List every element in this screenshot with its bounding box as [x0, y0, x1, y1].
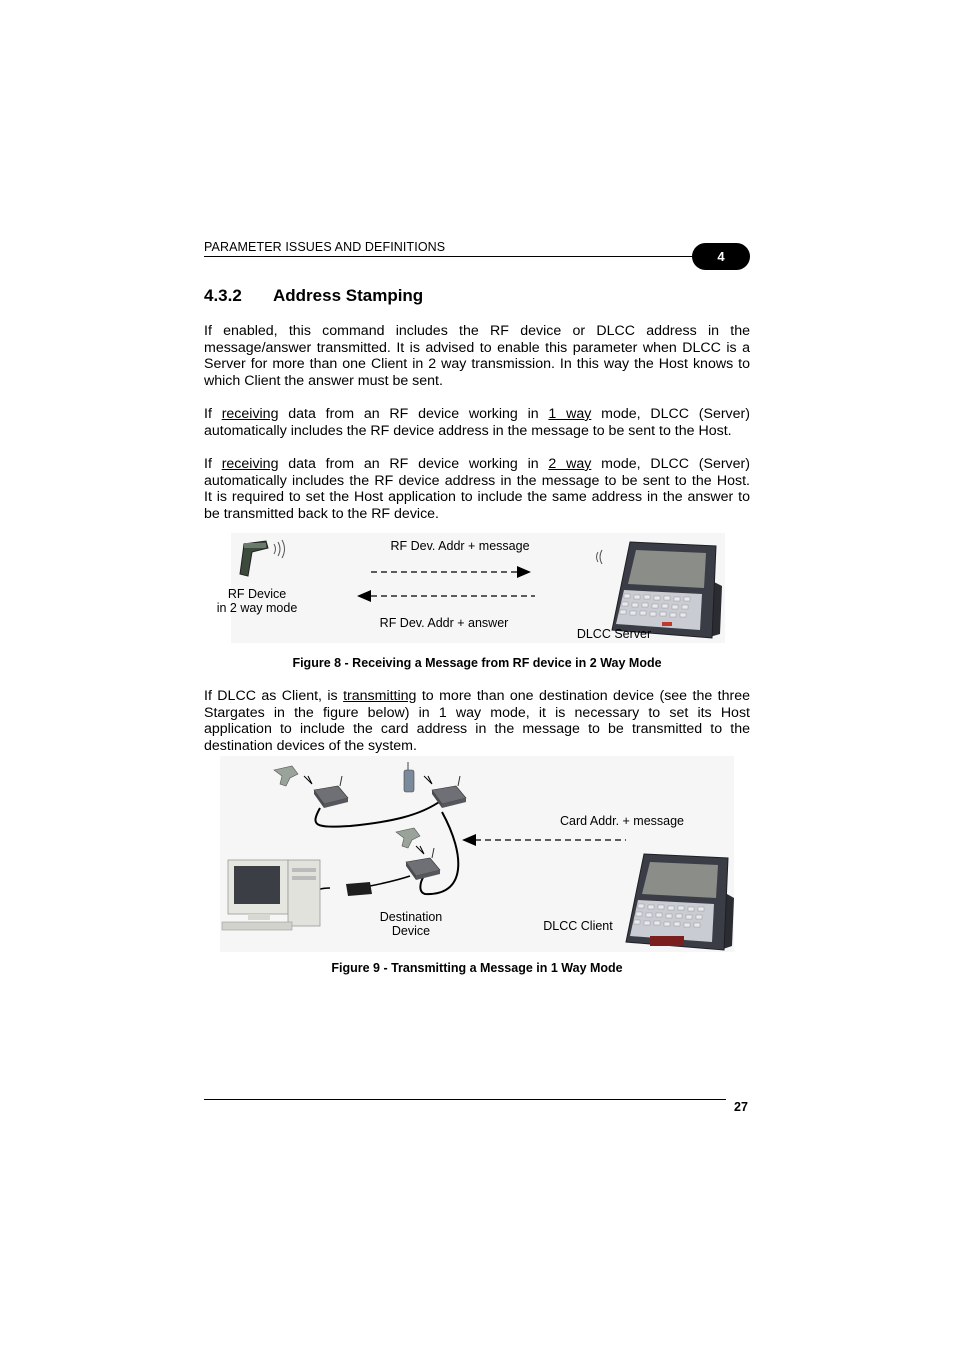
- handheld-terminal-icon: [404, 762, 414, 792]
- dlcc-terminal-icon: [626, 854, 734, 950]
- dlcc-client-label: DLCC Client: [543, 919, 613, 933]
- figure-9-caption: Figure 9 - Transmitting a Message in 1 Way Mode: [331, 961, 623, 975]
- paragraph-line: If DLCC as Client, is transmitting to more than one destination device (see the three: [204, 688, 750, 704]
- chapter-badge: 4: [692, 243, 750, 270]
- paragraph-1: [204, 323, 750, 389]
- running-header: PARAMETER ISSUES AND DEFINITIONS: [204, 240, 446, 254]
- message-arrows: [355, 562, 535, 604]
- stargate-base-station-icon: [314, 776, 348, 808]
- underlined-term: 1 way: [548, 406, 592, 422]
- paragraph-line: application to include the card address in the message to be transmitted to the: [204, 721, 750, 738]
- network-diagram: [220, 756, 734, 952]
- paragraph-line: be transmitted back to the RF device.: [204, 505, 439, 522]
- top-arrow-label: RF Dev. Addr + message: [390, 539, 530, 553]
- section-number: 4.3.2: [204, 286, 242, 305]
- arrow-left-icon: [462, 834, 476, 846]
- paragraph-line: automatically includes the RF device address in the message to be sent to the Host.: [204, 422, 732, 439]
- bottom-arrow-label: RF Dev. Addr + answer: [379, 616, 509, 630]
- dlcc-server-label: DLCC Server: [576, 627, 652, 641]
- paragraph-line: automatically includes the RF device address in the message to be sent to the Host.: [204, 472, 750, 489]
- paragraph-line: Stargates in the figure below) in 1 way mode, it is necessary to set its Host: [204, 704, 750, 721]
- paragraph-line: It is required to set the Host application to include the same address in the answer to: [204, 489, 750, 506]
- arrow-left-icon: [357, 590, 371, 602]
- barcode-scanner-icon: [396, 828, 420, 848]
- footer-rule: [204, 1099, 726, 1100]
- destination-device-label: Destination Device: [379, 910, 443, 938]
- arrow-right-icon: [517, 566, 531, 578]
- header-rule: [204, 256, 704, 257]
- barcode-scanner-icon: [274, 766, 298, 786]
- underlined-term: 2 way: [548, 456, 592, 472]
- paragraph-line: message/answer transmitted. It is advised to enable this parameter when DLCC is a: [204, 339, 750, 356]
- card-addr-label: Card Addr. + message: [559, 814, 685, 828]
- paragraph-line: Server for more than one Client in 2 way transmission. In this way the Host knows to: [204, 356, 750, 373]
- paragraph-2: [204, 406, 750, 439]
- paragraph-line: If enabled, this command includes the RF device or DLCC address in the: [204, 323, 750, 339]
- paragraph-3: [204, 456, 750, 522]
- underlined-term: receiving: [221, 456, 279, 472]
- paragraph-line: If receiving data from an RF device working in 2 way mode, DLCC (Server): [204, 456, 750, 472]
- paragraph-line: If receiving data from an RF device working in 1 way mode, DLCC (Server): [204, 406, 750, 422]
- paragraph-4: [204, 688, 750, 754]
- figure-8-caption: Figure 8 - Receiving a Message from RF device in 2 Way Mode: [292, 656, 662, 670]
- desktop-computer-icon: [222, 860, 320, 930]
- barcode-scanner-icon: [236, 538, 296, 582]
- underlined-term: transmitting: [343, 688, 417, 704]
- paragraph-line: which Client the answer must be sent.: [204, 372, 443, 389]
- power-supply-icon: [346, 882, 372, 896]
- page-number: 27: [734, 1100, 748, 1114]
- rf-device-label: RF Device in 2 way mode: [216, 587, 298, 615]
- underlined-term: receiving: [221, 406, 279, 422]
- paragraph-line: destination devices of the system.: [204, 737, 417, 754]
- section-title: Address Stamping: [273, 286, 424, 305]
